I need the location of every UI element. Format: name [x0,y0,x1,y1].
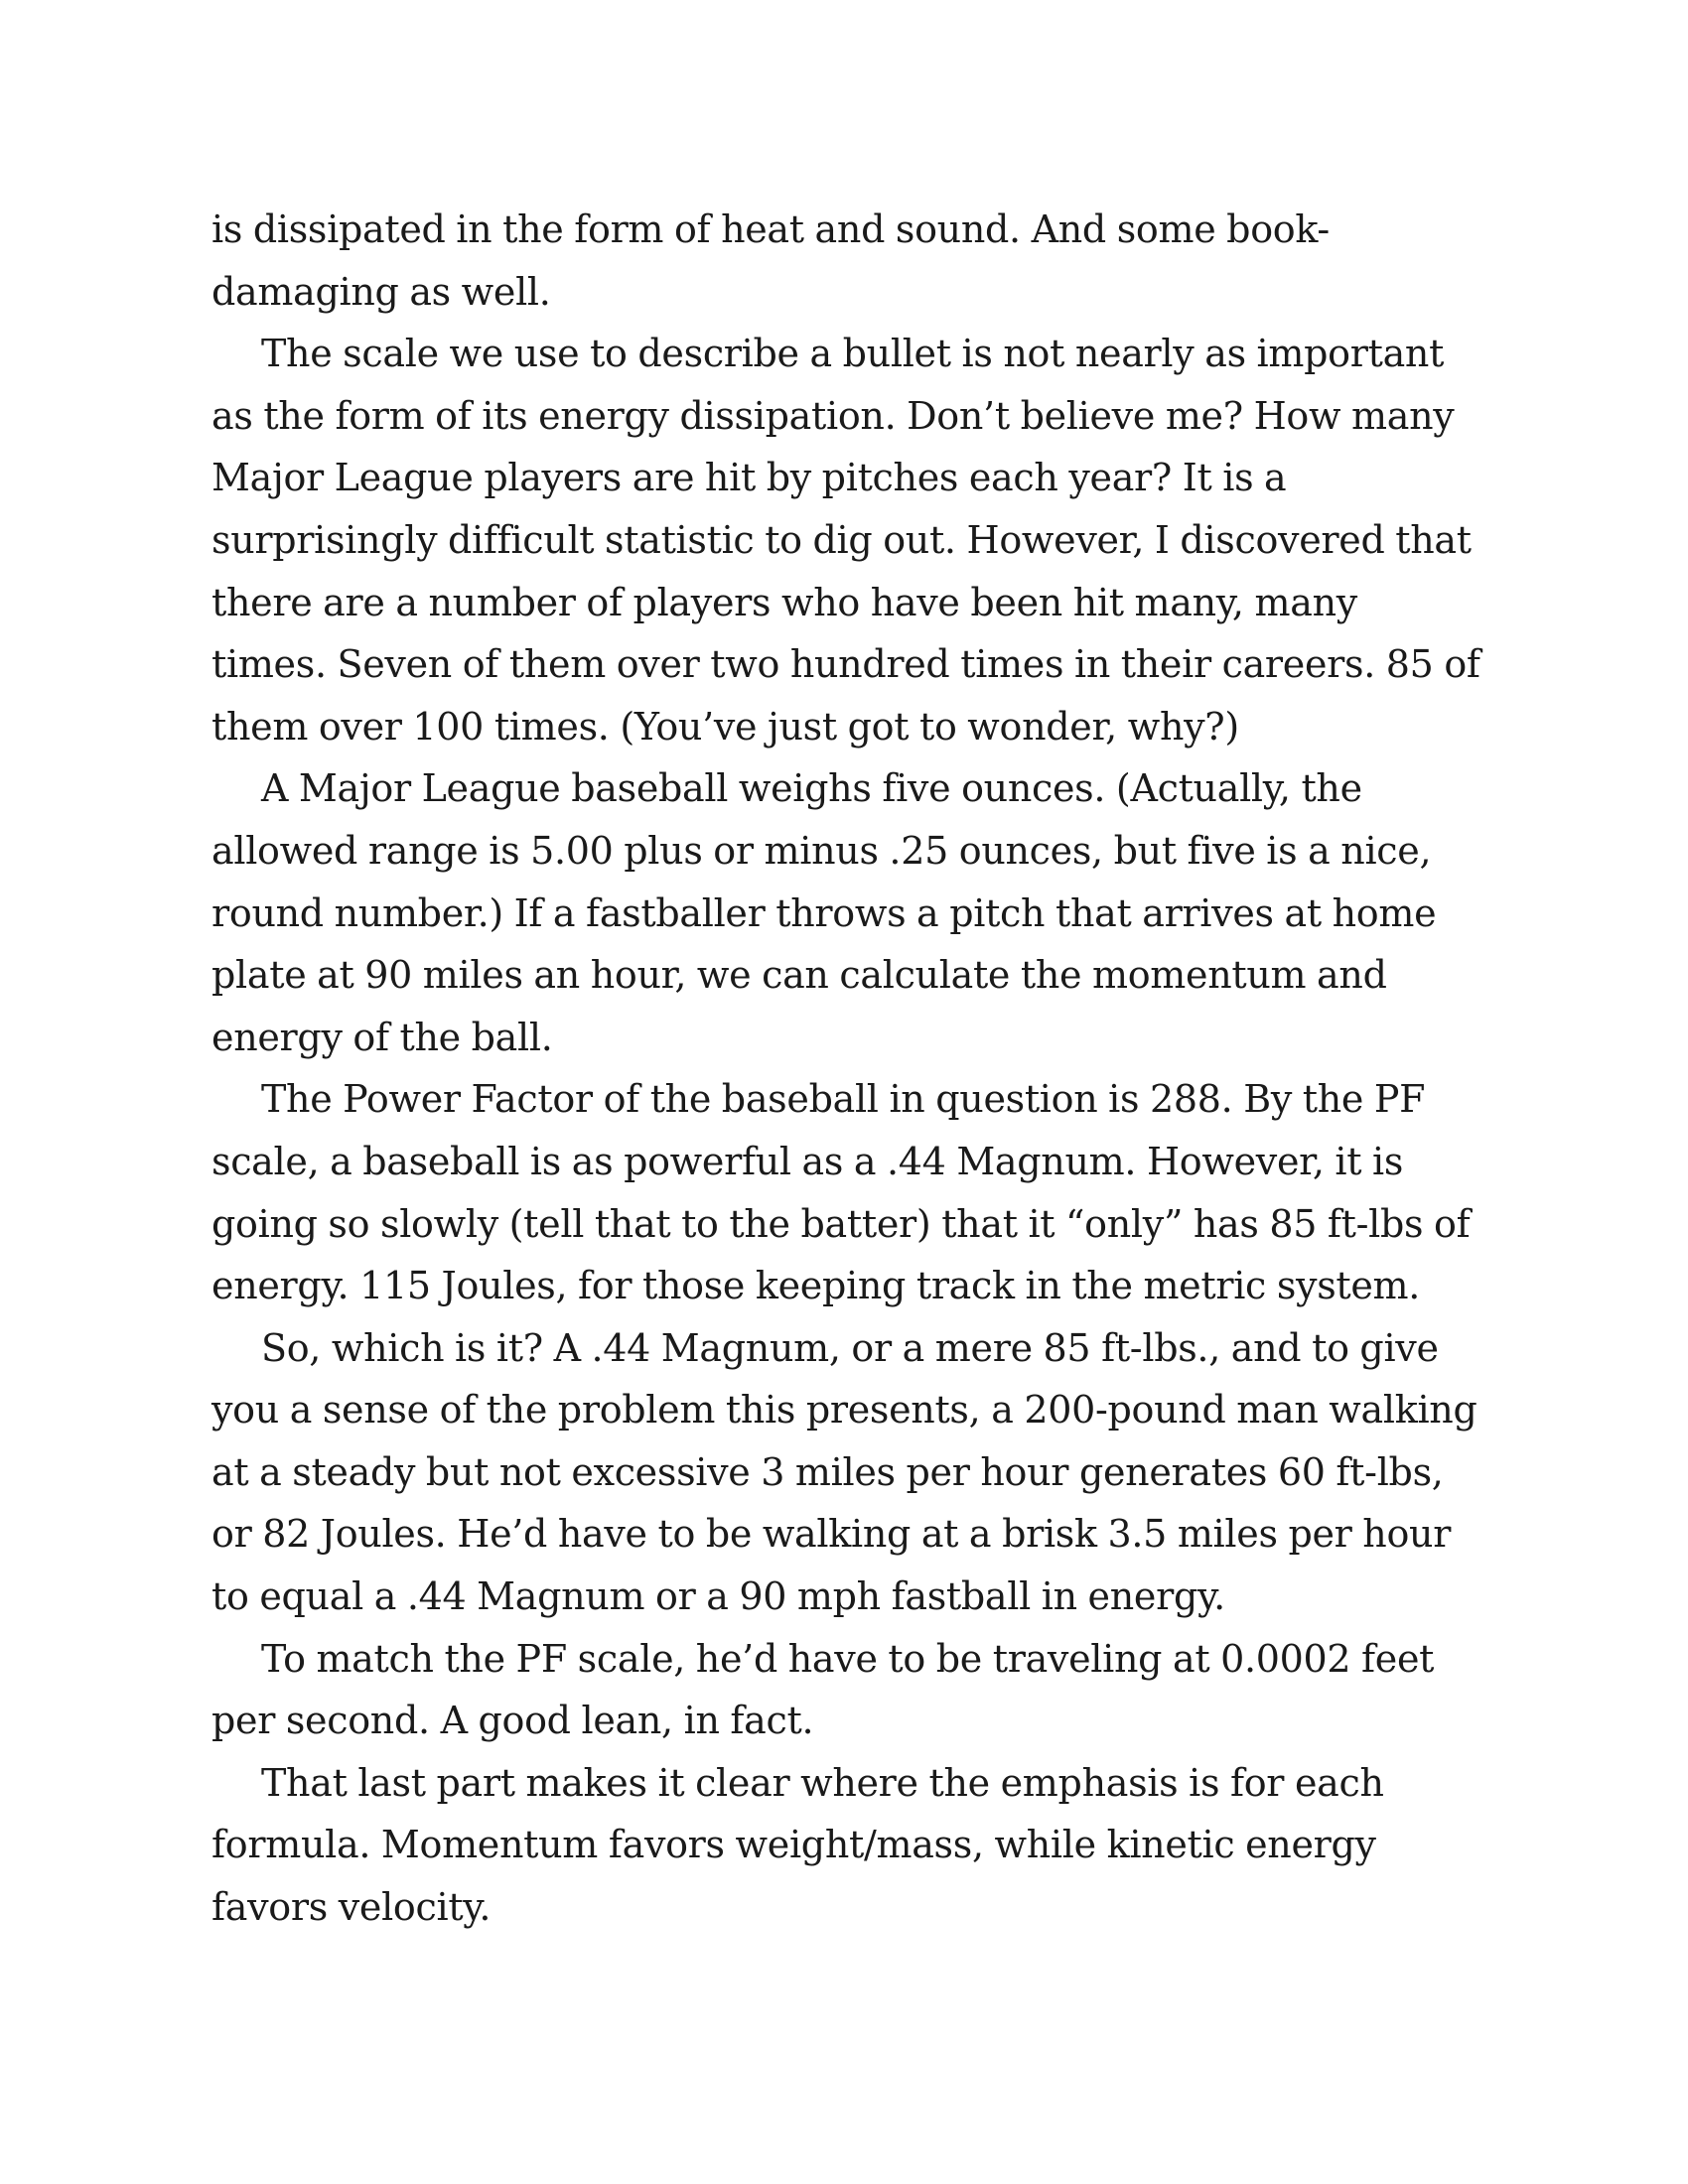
paragraph-baseball-weight: A Major League baseball weighs five ounces. (Actually, the allowed range is 5.00 plus or minus .25 ounces, but five is a nice, round number.) If a fastballer throws a pitch that arrives at home plate at 90 miles an hour, we can calculate the momentum and energy of the ball. [211,766,1437,1059]
paragraph-continuation: is dissipated in the form of heat and sound. And some book-damaging as well. [211,207,1330,314]
paragraph-bullet-scale: The scale we use to describe a bullet is not nearly as important as the form of its energy dissipation. Don’t believe me? How many Major League players are hit by pitches each year? It is a surprisingly difficult statistic to dig out. However, I discovered that there are a number of players who have been hit many, many times. Seven of them over two hundred times in their careers. 85 of them over 100 times. (You’ve just got to wonder, why?) [211,332,1480,749]
paragraph-walking-man: So, which is it? A .44 Magnum, or a mere 85 ft-lbs., and to give you a sense of the problem this presents, a 200-pound man walking at a steady but not excessive 3 miles per hour generates 60 ft-lbs, or 82 Joules. He’d have to be walking at a brisk 3.5 miles per hour to equal a .44 Magnum or a 90 mph fastball in energy. [211,1325,1477,1619]
paragraph-power-factor: The Power Factor of the baseball in question is 288. By the PF scale, a baseball is as powerful as a .44 Magnum. However, it is going so slowly (tell that to the batter) that it “only” has 85 ft-lbs of energy. 115 Joules, for those keeping track in the metric system. [211,1077,1471,1308]
body-text [211,199,1482,1939]
paragraph-pf-scale-match: To match the PF scale, he’d have to be traveling at 0.0002 feet per second. A good lean, in fact. [211,1636,1435,1743]
paragraph-conclusion: That last part makes it clear where the emphasis is for each formula. Momentum favors weight/mass, while kinetic energy favors velocity. [211,1760,1384,1930]
